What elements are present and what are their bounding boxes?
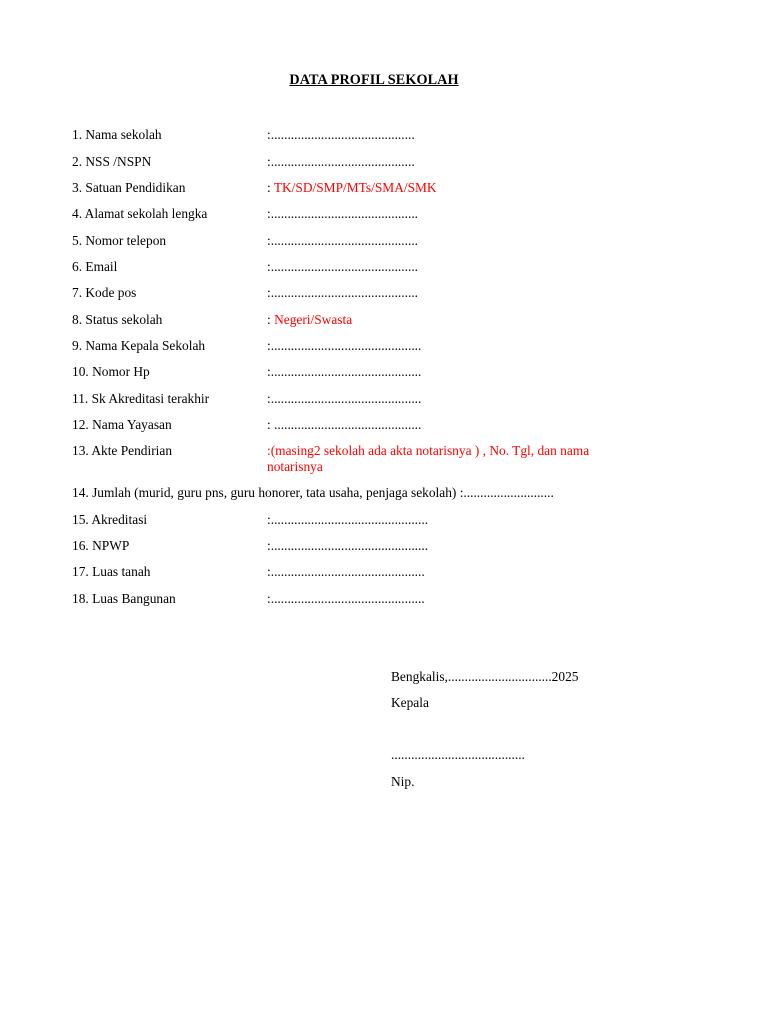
- field-label: 3. Satuan Pendidikan: [72, 180, 186, 195]
- field-value: :..............................................: [267, 591, 425, 606]
- field-label: 5. Nomor telepon: [72, 233, 167, 248]
- field-row-jumlah: 14. Jumlah (murid, guru pns, guru honorer, tata usaha, penjaga sekolah) :...........................: [72, 485, 554, 500]
- field-label: 2. NSS /NSPN: [72, 154, 152, 169]
- field-value: :...........................................: [267, 127, 415, 142]
- field-label: 4. Alamat sekolah lengka: [72, 206, 208, 221]
- field-label: 10. Nomor Hp: [72, 364, 150, 379]
- field-value-wrapper: [267, 180, 647, 196]
- field-value: :...............................................: [267, 538, 429, 553]
- field-label: 8. Status sekolah: [72, 312, 163, 327]
- field-value: :...............................................: [267, 512, 429, 527]
- field-colon: :: [267, 180, 274, 195]
- field-label: 12. Nama Yayasan: [72, 417, 172, 432]
- field-label: 9. Nama Kepala Sekolah: [72, 338, 206, 353]
- field-label: 17. Luas tanah: [72, 564, 151, 579]
- field-colon: :: [267, 312, 275, 327]
- field-label: 11. Sk Akreditasi terakhir: [72, 391, 210, 406]
- field-label: 1. Nama sekolah: [72, 127, 162, 142]
- field-value: :.............................................: [267, 338, 422, 353]
- field-value: :............................................: [267, 206, 419, 221]
- field-label: 7. Kode pos: [72, 285, 137, 300]
- field-value-hint: TK/SD/SMP/MTs/SMA/SMK: [273, 180, 437, 195]
- field-value: :............................................: [267, 285, 419, 300]
- page-title: DATA PROFIL SEKOLAH: [289, 72, 459, 88]
- field-label: 13. Akte Pendirian: [72, 443, 173, 458]
- field-value: :.............................................: [267, 391, 422, 406]
- field-value: : ............................................: [267, 417, 422, 432]
- signature-place-date: Bengkalis,...............................2025: [391, 669, 579, 684]
- field-value: :............................................: [267, 259, 419, 274]
- field-label: 6. Email: [72, 259, 118, 274]
- signature-role: Kepala: [391, 695, 429, 710]
- field-value: :..............................................: [267, 564, 425, 579]
- signature-nip: Nip.: [391, 774, 415, 789]
- field-label: 16. NPWP: [72, 538, 130, 553]
- signature-name-line: ........................................: [391, 747, 525, 762]
- field-label: 18. Luas Bangunan: [72, 591, 176, 606]
- field-value-hint: :(masing2 sekolah ada akta notarisnya ) , No. Tgl, dan nama notarisnya: [267, 443, 590, 474]
- field-value-hint: Negeri/Swasta: [274, 312, 353, 327]
- field-value: :...........................................: [267, 154, 415, 169]
- field-value: :.............................................: [267, 364, 422, 379]
- field-value: :............................................: [267, 233, 419, 248]
- field-label: 15. Akreditasi: [72, 512, 148, 527]
- field-value-wrapper: [267, 312, 647, 328]
